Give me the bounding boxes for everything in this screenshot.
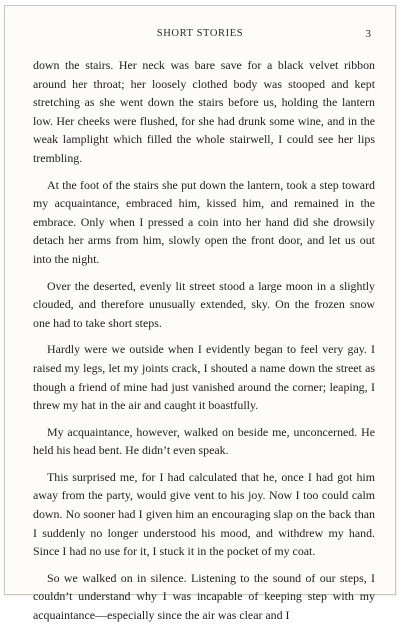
paragraph: So we walked on in silence. Listening to the sound of our steps, I couldn’t understand why I was incapable of keeping step with my acquaintance—especially since the air was clear and I [33, 570, 375, 623]
paragraph: down the stairs. Her neck was bare save for a black velvet ribbon around her throat; her loosely clothed body was stooped and kept stretching as she went down the stairs before us, holding the lantern low. Her cheeks were flushed, for she had drunk some wine, and in the weak lamplight which filled the whole stairwell, I could see her lips trembling. [33, 58, 375, 165]
running-head: SHORT STORIES [156, 28, 244, 39]
paragraph: At the foot of the stairs she put down the lantern, took a step toward my acquaintance, embraced him, kissed him, and remained in the embrace. Only when I pressed a coin into her hand did she drowsily detach her arms from him, slowly open the front door, and let us out into the night. [33, 177, 375, 266]
paragraph: My acquaintance, however, walked on beside me, unconcerned. He held his head bent. He didn’t even speak. [33, 424, 375, 458]
book-page [4, 5, 396, 623]
paragraph: Hardly were we outside when I evidently began to feel very gay. I raised my legs, let my joints crack, I shouted a name down the street as though a friend of mine had just vanished around the corner; leaping, I threw my hat in the air and caught it boastfully. [33, 342, 375, 413]
body-text [33, 56, 375, 633]
page-number: 3 [365, 28, 371, 40]
paragraph: This surprised me, for I had calculated that he, once I had got him away from the party, would give vent to his joy. Now I too could calm down. No sooner had I given him an encouraging slap on the back than I suddenly no longer understood his mood, and withdrew my hand. Since I had no use for it, I stuck it in the pocket of my coat. [33, 469, 375, 559]
paragraph: Over the deserted, evenly lit street stood a large moon in a slightly clouded, and therefore unusually extended, sky. On the frozen snow one had to take short steps. [33, 278, 375, 330]
